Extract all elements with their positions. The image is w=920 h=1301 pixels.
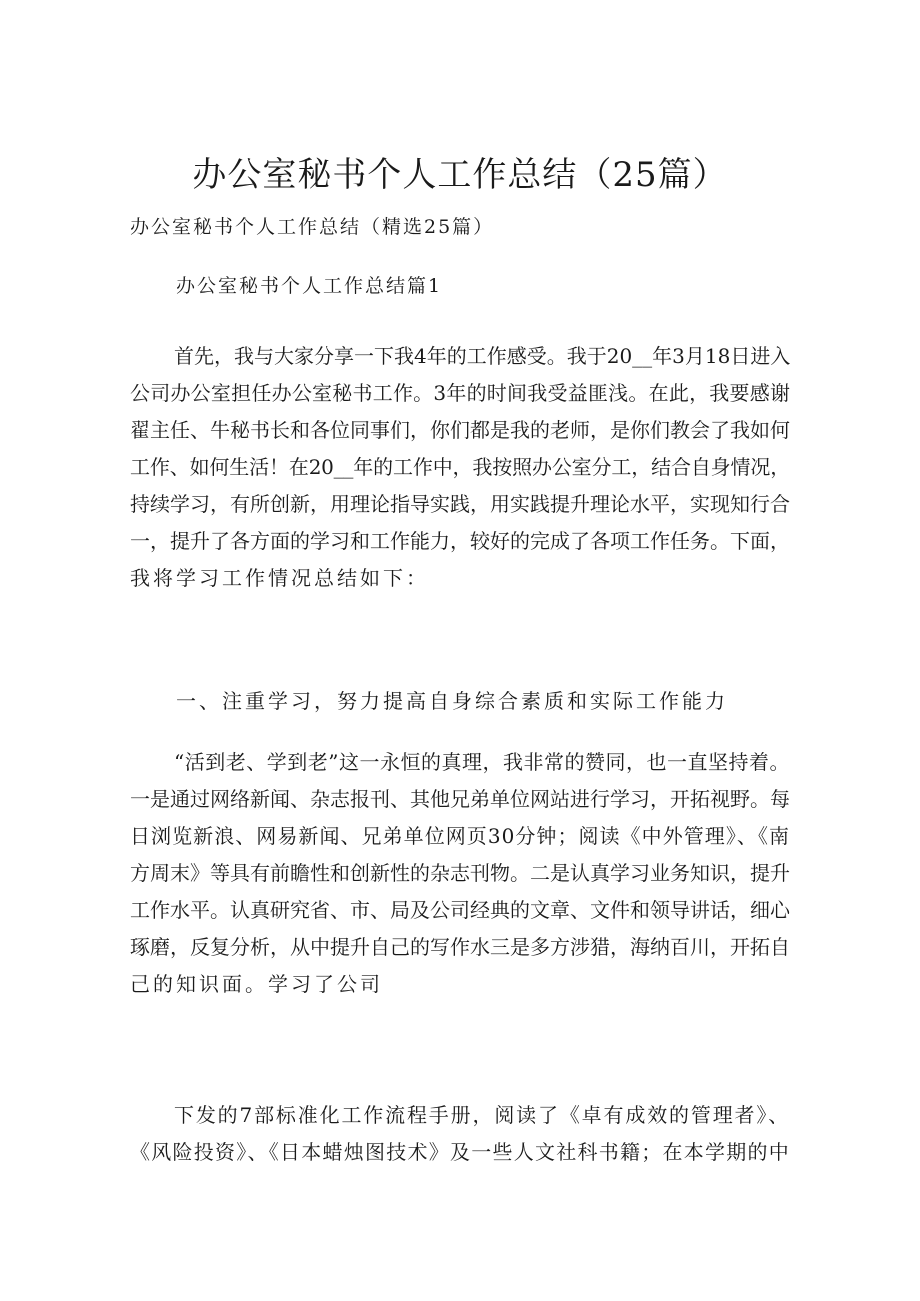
paragraph-line: 琢磨，反复分析，从中提升自己的写作水三是多方涉猎，海纳百川，开拓自 [130, 935, 790, 959]
subsection-heading: 一、注重学习，努力提高自身综合素质和实际工作能力 [176, 689, 728, 713]
paragraph-line: 下发的7部标准化工作流程手册，阅读了《卓有成效的管理者》、 [174, 1103, 790, 1127]
paragraph-line: 一是通过网络新闻、杂志报刊、其他兄弟单位网站进行学习，开拓视野。每 [130, 787, 790, 811]
paragraph-line: 一，提升了各方面的学习和工作能力，较好的完成了各项工作任务。下面， [130, 529, 790, 553]
paragraph-line: 日浏览新浪、网易新闻、兄弟单位网页30分钟；阅读《中外管理》、《南 [130, 824, 790, 848]
paragraph-line: 工作、如何生活！在20__年的工作中，我按照办公室分工，结合自身情况， [130, 455, 790, 479]
paragraph-intro [130, 338, 790, 597]
paragraph-learning [130, 744, 790, 1003]
paragraph-line: 持续学习，有所创新，用理论指导实践，用实践提升理论水平，实现知行合 [130, 492, 790, 516]
paragraph-line: 首先，我与大家分享一下我4年的工作感受。我于20__年3月18日进入 [174, 344, 791, 368]
paragraph-line: 己的知识面。学习了公司 [130, 972, 383, 996]
section-heading: 办公室秘书个人工作总结篇1 [176, 275, 443, 297]
paragraph-line: 《风险投资》、《日本蜡烛图技术》及一些人文社科书籍；在本学期的中 [130, 1140, 790, 1164]
document-subtitle: 办公室秘书个人工作总结（精选25篇） [130, 216, 495, 238]
document-title: 办公室秘书个人工作总结（25篇） [192, 155, 728, 195]
paragraph-line: 方周末》等具有前瞻性和创新性的杂志刊物。二是认真学习业务知识，提升 [130, 861, 790, 885]
paragraph-line: “活到老、学到老”这一永恒的真理，我非常的赞同，也一直坚持着。 [174, 750, 790, 774]
paragraph-line: 翟主任、牛秘书长和各位同事们，你们都是我的老师，是你们教会了我如何 [130, 418, 790, 442]
paragraph-reading [130, 1097, 790, 1171]
paragraph-line: 我将学习工作情况总结如下： [130, 566, 429, 590]
paragraph-line: 公司办公室担任办公室秘书工作。3年的时间我受益匪浅。在此，我要感谢 [130, 381, 790, 405]
paragraph-line: 工作水平。认真研究省、市、局及公司经典的文章、文件和领导讲话，细心 [130, 898, 790, 922]
